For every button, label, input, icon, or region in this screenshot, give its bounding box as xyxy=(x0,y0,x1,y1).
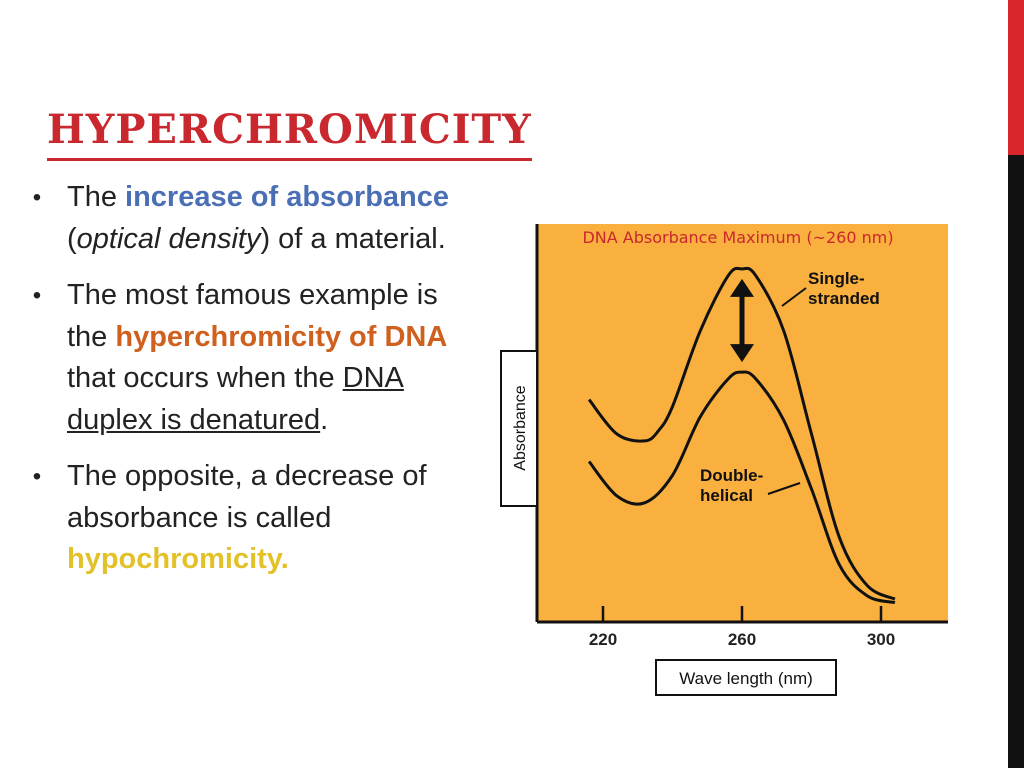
bullet-text-run: hypochromicity. xyxy=(67,543,289,575)
chart-title: DNA Absorbance Maximum (~260 nm) xyxy=(582,228,894,247)
y-axis-label: Absorbance xyxy=(512,385,529,471)
bullet-text-run: ( xyxy=(67,222,77,255)
bullet-text-run: The most famous example is the xyxy=(67,279,438,353)
x-axis-label: Wave length (nm) xyxy=(679,669,813,688)
bullet-text-run: optical density xyxy=(76,222,261,255)
bullet-dot-icon: • xyxy=(32,184,42,211)
bullet-text-run: The opposite, a decrease of absorbance is called xyxy=(67,460,427,534)
bullet-text-run: The xyxy=(67,181,126,213)
double-helical-label: Double-helical xyxy=(700,466,764,505)
x-tick-label: 260 xyxy=(727,630,757,649)
single-stranded-label: Single-stranded xyxy=(808,269,880,308)
x-tick-label: 220 xyxy=(588,630,618,649)
bullet-text-run: DNA duplex is denatured xyxy=(67,362,404,436)
bullet-text-run: . xyxy=(320,403,329,436)
bullet-text-run: hyperchromicity of DNA xyxy=(115,320,448,353)
slide-title: HYPERCHROMICITY xyxy=(47,104,532,161)
bullet-dot-icon: • xyxy=(32,282,42,309)
x-tick-label: 300 xyxy=(866,630,896,649)
bullet-text-run: that occurs when the xyxy=(67,362,343,394)
bullet-text-run: increase of absorbance xyxy=(125,181,450,213)
bullet-dot-icon: • xyxy=(32,463,42,490)
bullet-text-run: ) of a material. xyxy=(260,222,446,255)
